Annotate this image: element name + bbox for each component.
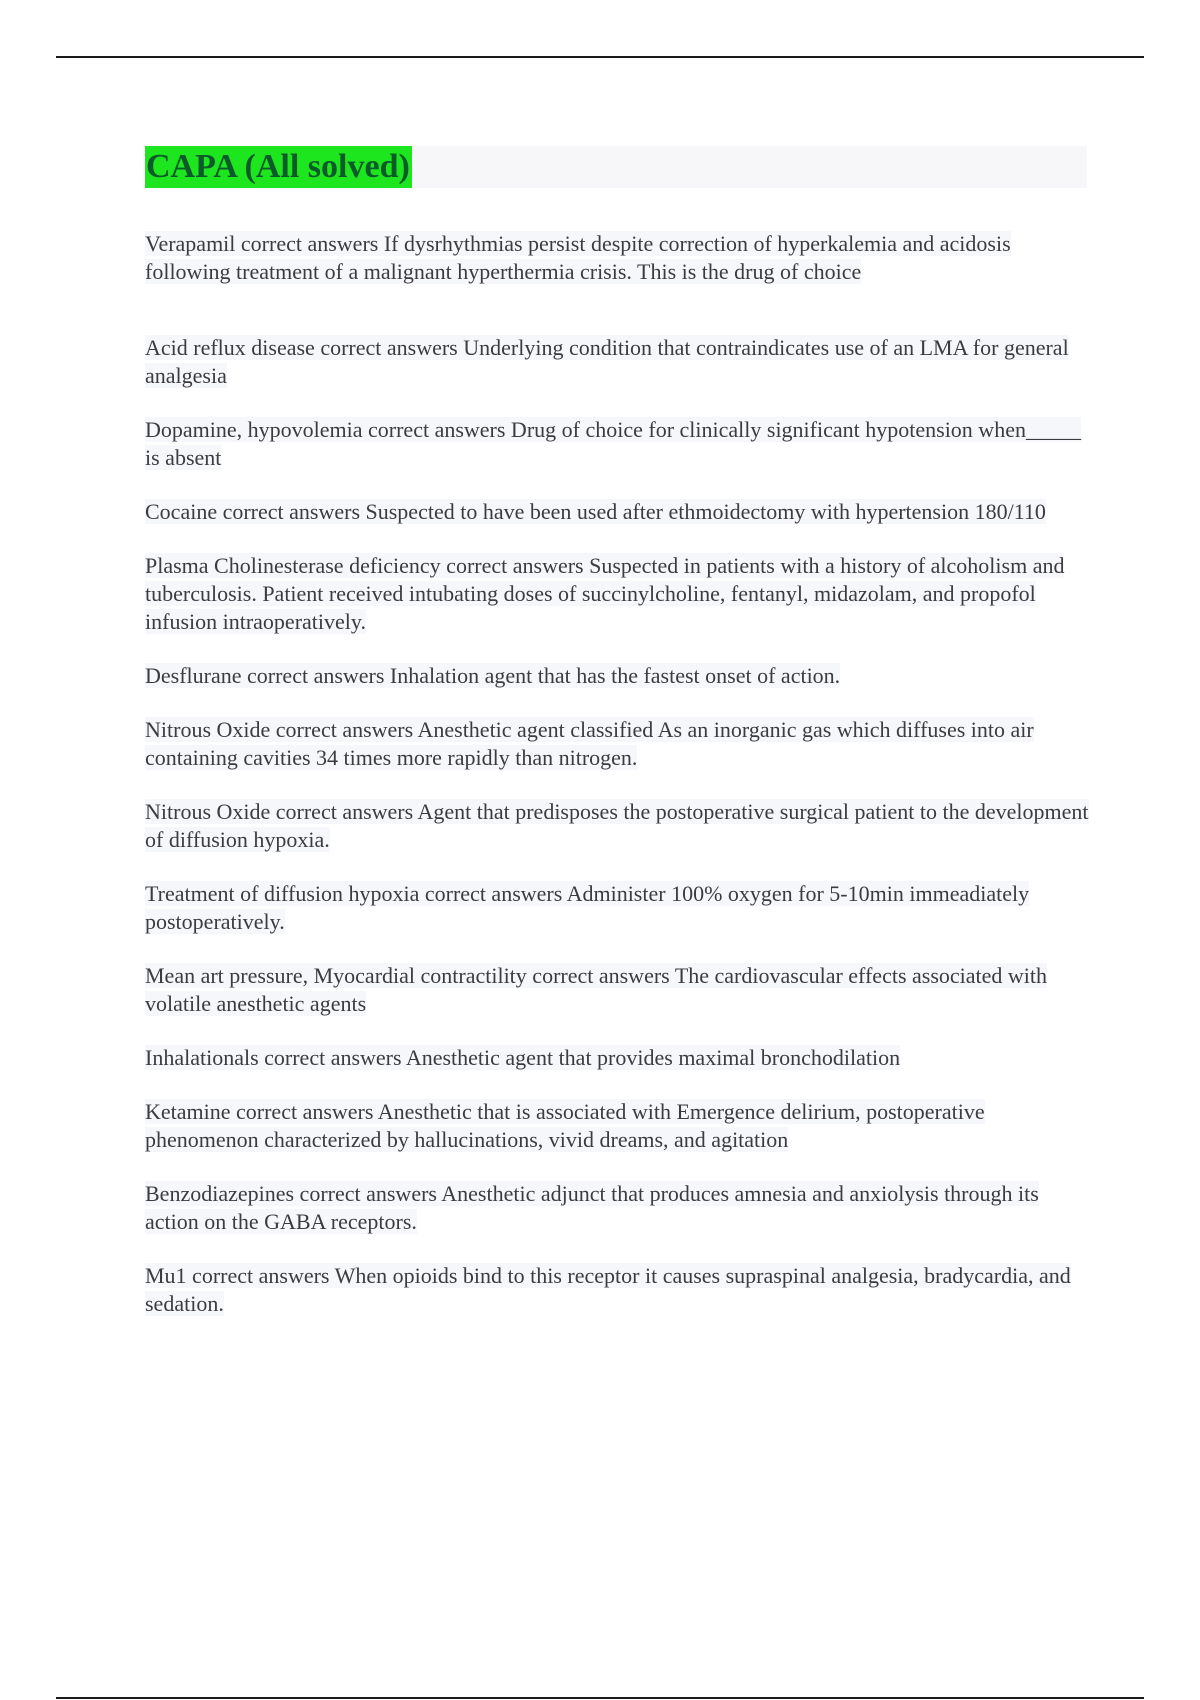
top-rule [56, 56, 1144, 58]
title-band [145, 146, 1087, 188]
bottom-rule [56, 1697, 1144, 1699]
qa-entry-diffusion-hypoxia: Treatment of diffusion hypoxia correct answers Administer 100% oxygen for 5-10min immeadiately postoperatively. [145, 881, 1030, 934]
document-body [145, 146, 1090, 1318]
qa-entry-cocaine: Cocaine correct answers Suspected to have been used after ethmoidectomy with hypertension 180/110 [145, 499, 1046, 524]
qa-entry-nitrous-oxide-1: Nitrous Oxide correct answers Anesthetic agent classified As an inorganic gas which diffuses into air containing cavities 34 times more rapidly than nitrogen. [145, 717, 1034, 770]
qa-entry-nitrous-oxide-2: Nitrous Oxide correct answers Agent that predisposes the postoperative surgical patient to the development of diffusion hypoxia. [145, 799, 1089, 852]
qa-entry-plasma-cholinesterase: Plasma Cholinesterase deficiency correct answers Suspected in patients with a history of alcoholism and tuberculosis. Patient received intubating doses of succinylcholine, fentanyl, midazolam, and propofol infusion intraoperatively. [145, 553, 1065, 634]
qa-entry-benzodiazepines: Benzodiazepines correct answers Anesthetic adjunct that produces amnesia and anxiolysis through its action on the GABA receptors. [145, 1181, 1039, 1234]
qa-entry-desflurane: Desflurane correct answers Inhalation agent that has the fastest onset of action. [145, 663, 841, 688]
qa-entry-dopamine: Dopamine, hypovolemia correct answers Drug of choice for clinically significant hypotension when_____ is absent [145, 417, 1081, 470]
qa-entry-mean-art-pressure: Mean art pressure, Myocardial contractility correct answers The cardiovascular effects associated with volatile anesthetic agents [145, 963, 1048, 1016]
qa-entry-mu1: Mu1 correct answers When opioids bind to this receptor it causes supraspinal analgesia, bradycardia, and sedation. [145, 1263, 1071, 1316]
qa-entry-acid-reflux: Acid reflux disease correct answers Underlying condition that contraindicates use of an LMA for general analgesia [145, 335, 1069, 388]
qa-entry-ketamine: Ketamine correct answers Anesthetic that is associated with Emergence delirium, postoperative phenomenon characterized by hallucinations, vivid dreams, and agitation [145, 1099, 985, 1152]
document-title: CAPA (All solved) [145, 146, 412, 188]
qa-entry-verapamil: Verapamil correct answers If dysrhythmias persist despite correction of hyperkalemia and acidosis following treatment of a malignant hyperthermia crisis. This is the drug of choice [145, 231, 1011, 284]
qa-entry-inhalationals: Inhalationals correct answers Anesthetic agent that provides maximal bronchodilation [145, 1045, 901, 1070]
